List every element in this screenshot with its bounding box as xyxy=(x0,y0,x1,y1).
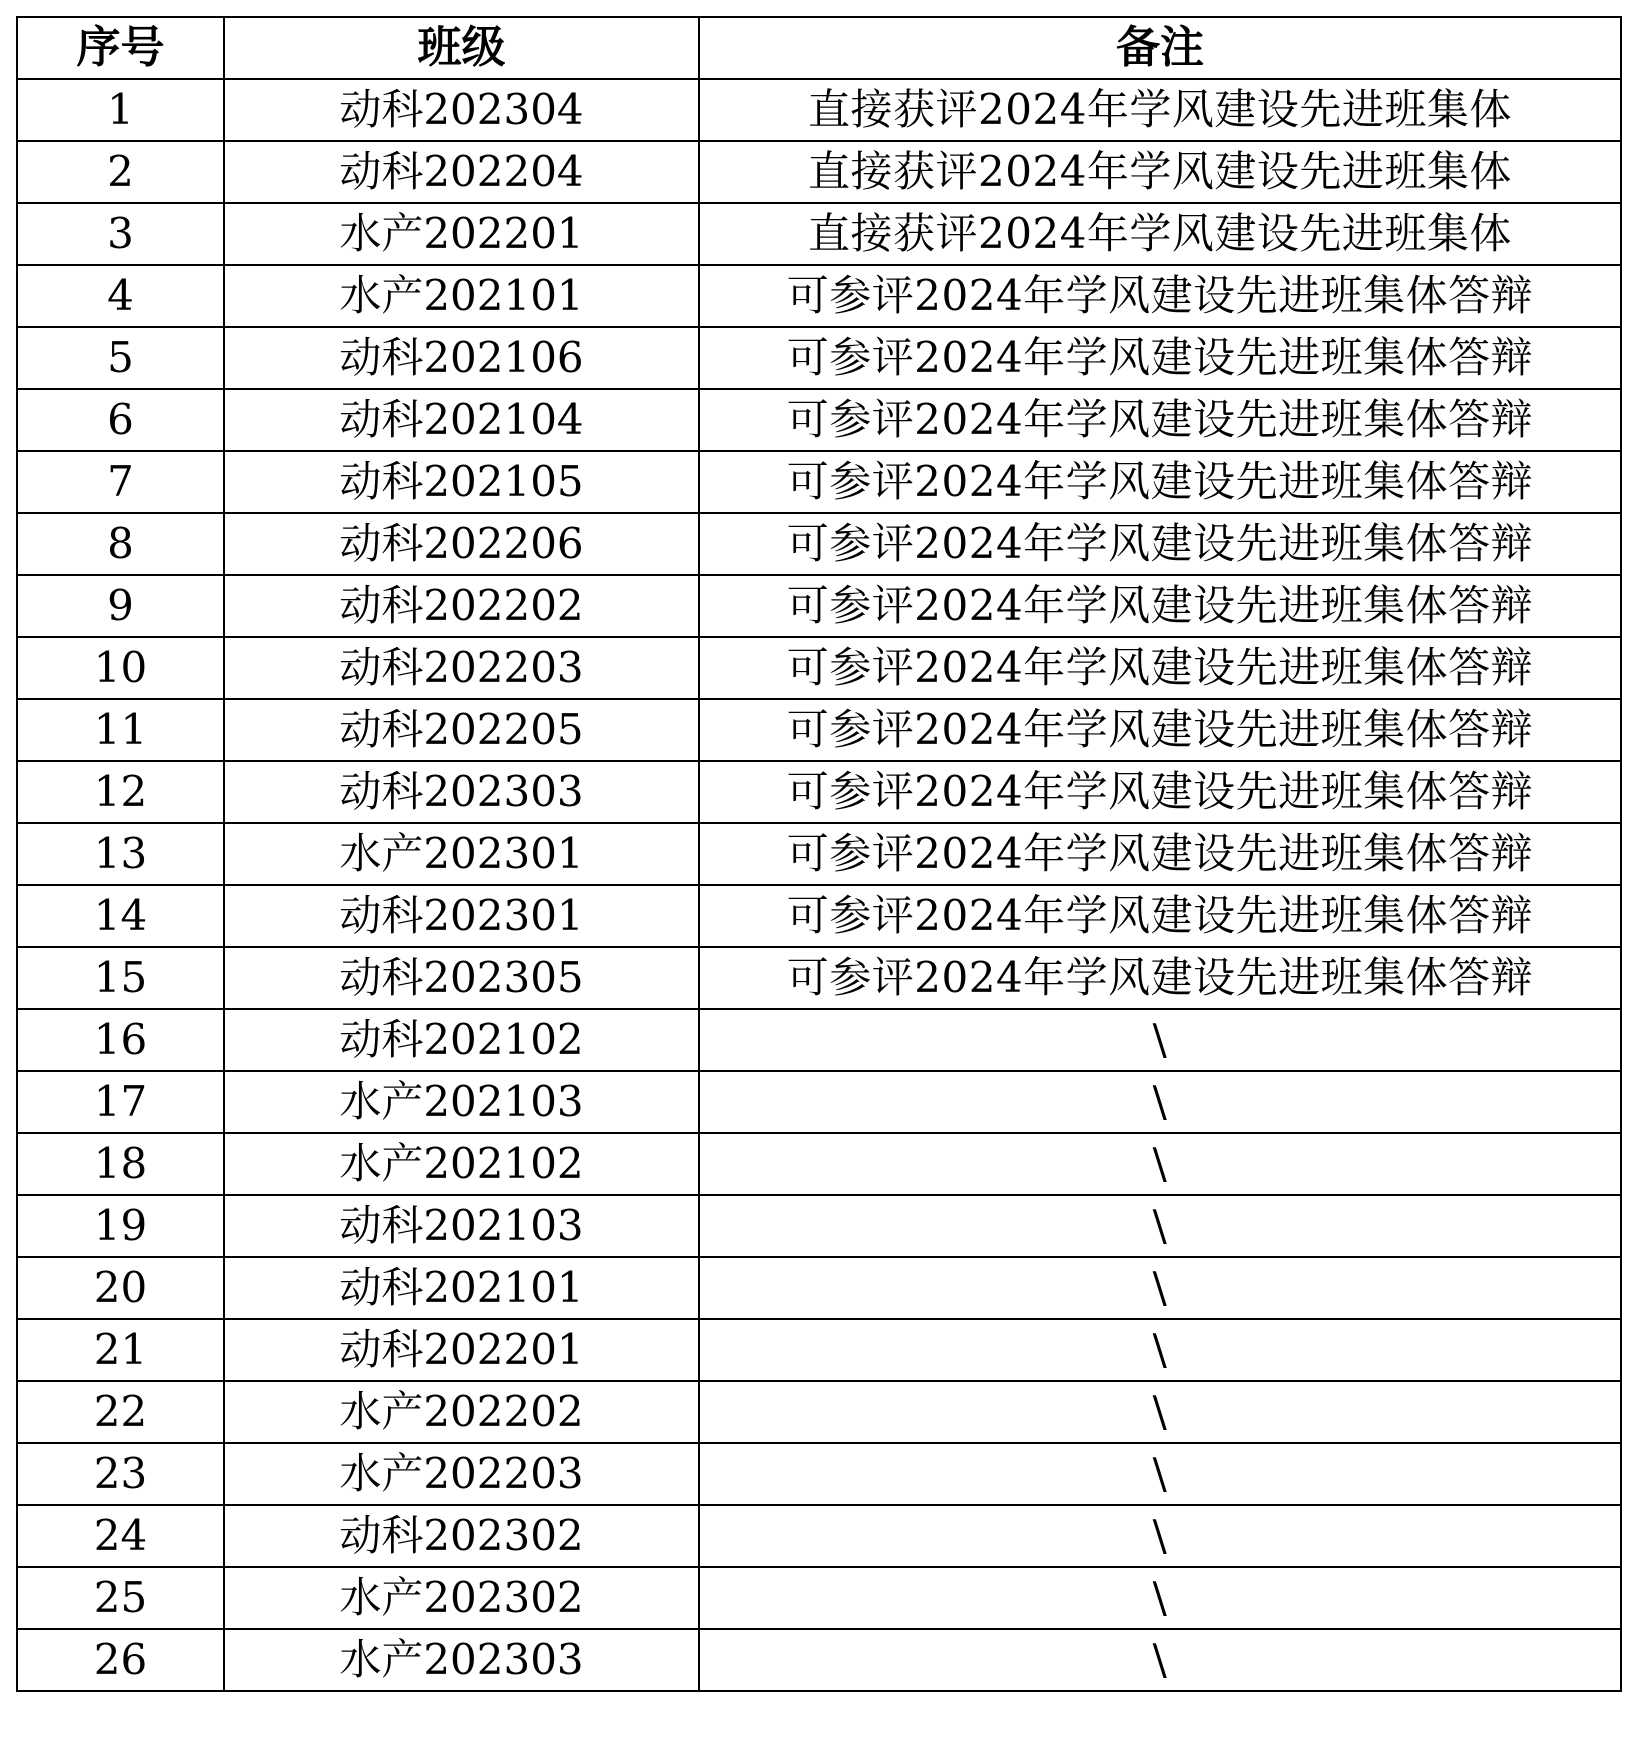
cell-class: 水产202301 xyxy=(224,823,699,885)
table-row xyxy=(17,141,1621,203)
cell-note: \ xyxy=(699,1443,1621,1505)
table-row xyxy=(17,885,1621,947)
cell-note: 可参评2024年学风建设先进班集体答辩 xyxy=(699,265,1621,327)
table-row xyxy=(17,79,1621,141)
cell-class: 水产202302 xyxy=(224,1567,699,1629)
cell-note: 可参评2024年学风建设先进班集体答辩 xyxy=(699,885,1621,947)
cell-no: 8 xyxy=(17,513,224,575)
table-row xyxy=(17,1009,1621,1071)
header-no: 序号 xyxy=(17,17,224,79)
cell-class: 水产202203 xyxy=(224,1443,699,1505)
table-row xyxy=(17,265,1621,327)
cell-no: 7 xyxy=(17,451,224,513)
table-row xyxy=(17,1443,1621,1505)
cell-class: 动科202304 xyxy=(224,79,699,141)
table-row xyxy=(17,327,1621,389)
table-row xyxy=(17,699,1621,761)
cell-note: \ xyxy=(699,1629,1621,1691)
table-row xyxy=(17,1629,1621,1691)
cell-no: 6 xyxy=(17,389,224,451)
cell-no: 14 xyxy=(17,885,224,947)
cell-class: 动科202205 xyxy=(224,699,699,761)
cell-no: 17 xyxy=(17,1071,224,1133)
cell-note: 可参评2024年学风建设先进班集体答辩 xyxy=(699,451,1621,513)
cell-class: 动科202301 xyxy=(224,885,699,947)
table-row xyxy=(17,761,1621,823)
cell-note: \ xyxy=(699,1505,1621,1567)
cell-no: 19 xyxy=(17,1195,224,1257)
table-row xyxy=(17,1381,1621,1443)
table-row xyxy=(17,1257,1621,1319)
cell-note: \ xyxy=(699,1257,1621,1319)
table-row xyxy=(17,823,1621,885)
table-row xyxy=(17,513,1621,575)
cell-class: 动科202302 xyxy=(224,1505,699,1567)
table-row xyxy=(17,203,1621,265)
table-row xyxy=(17,1133,1621,1195)
cell-no: 10 xyxy=(17,637,224,699)
cell-no: 21 xyxy=(17,1319,224,1381)
cell-class: 水产202303 xyxy=(224,1629,699,1691)
cell-class: 动科202103 xyxy=(224,1195,699,1257)
cell-note: \ xyxy=(699,1567,1621,1629)
cell-no: 15 xyxy=(17,947,224,1009)
cell-class: 动科202101 xyxy=(224,1257,699,1319)
class-list-table xyxy=(16,16,1622,1692)
cell-no: 13 xyxy=(17,823,224,885)
cell-class: 动科202305 xyxy=(224,947,699,1009)
cell-note: 可参评2024年学风建设先进班集体答辩 xyxy=(699,327,1621,389)
table-row xyxy=(17,451,1621,513)
cell-note: 可参评2024年学风建设先进班集体答辩 xyxy=(699,389,1621,451)
cell-no: 25 xyxy=(17,1567,224,1629)
cell-note: 可参评2024年学风建设先进班集体答辩 xyxy=(699,761,1621,823)
table-row xyxy=(17,637,1621,699)
table-row xyxy=(17,1319,1621,1381)
cell-note: 可参评2024年学风建设先进班集体答辩 xyxy=(699,947,1621,1009)
cell-no: 9 xyxy=(17,575,224,637)
cell-note: \ xyxy=(699,1319,1621,1381)
cell-note: 可参评2024年学风建设先进班集体答辩 xyxy=(699,699,1621,761)
cell-note: 直接获评2024年学风建设先进班集体 xyxy=(699,141,1621,203)
cell-class: 动科202105 xyxy=(224,451,699,513)
cell-class: 动科202201 xyxy=(224,1319,699,1381)
cell-class: 水产202103 xyxy=(224,1071,699,1133)
cell-note: \ xyxy=(699,1071,1621,1133)
header-row xyxy=(17,17,1621,79)
cell-note: 可参评2024年学风建设先进班集体答辩 xyxy=(699,575,1621,637)
cell-no: 12 xyxy=(17,761,224,823)
cell-no: 20 xyxy=(17,1257,224,1319)
cell-no: 1 xyxy=(17,79,224,141)
cell-no: 3 xyxy=(17,203,224,265)
cell-note: \ xyxy=(699,1133,1621,1195)
cell-class: 动科202104 xyxy=(224,389,699,451)
cell-note: 可参评2024年学风建设先进班集体答辩 xyxy=(699,823,1621,885)
cell-no: 18 xyxy=(17,1133,224,1195)
cell-no: 4 xyxy=(17,265,224,327)
cell-note: 直接获评2024年学风建设先进班集体 xyxy=(699,203,1621,265)
table-row xyxy=(17,1567,1621,1629)
cell-note: \ xyxy=(699,1381,1621,1443)
table-row xyxy=(17,389,1621,451)
cell-class: 动科202106 xyxy=(224,327,699,389)
cell-no: 24 xyxy=(17,1505,224,1567)
table-row xyxy=(17,947,1621,1009)
header-class: 班级 xyxy=(224,17,699,79)
cell-no: 16 xyxy=(17,1009,224,1071)
cell-class: 动科202102 xyxy=(224,1009,699,1071)
table-header xyxy=(17,17,1621,79)
cell-class: 动科202203 xyxy=(224,637,699,699)
cell-class: 水产202202 xyxy=(224,1381,699,1443)
table-body xyxy=(17,79,1621,1691)
cell-no: 26 xyxy=(17,1629,224,1691)
cell-class: 水产202201 xyxy=(224,203,699,265)
cell-class: 动科202206 xyxy=(224,513,699,575)
cell-no: 2 xyxy=(17,141,224,203)
cell-no: 22 xyxy=(17,1381,224,1443)
cell-no: 5 xyxy=(17,327,224,389)
header-note: 备注 xyxy=(699,17,1621,79)
cell-class: 动科202204 xyxy=(224,141,699,203)
table-row xyxy=(17,1071,1621,1133)
table-row xyxy=(17,1505,1621,1567)
cell-class: 动科202303 xyxy=(224,761,699,823)
cell-class: 水产202101 xyxy=(224,265,699,327)
cell-class: 水产202102 xyxy=(224,1133,699,1195)
cell-note: \ xyxy=(699,1009,1621,1071)
cell-note: 可参评2024年学风建设先进班集体答辩 xyxy=(699,637,1621,699)
cell-no: 11 xyxy=(17,699,224,761)
cell-note: 可参评2024年学风建设先进班集体答辩 xyxy=(699,513,1621,575)
table-row xyxy=(17,1195,1621,1257)
table-row xyxy=(17,575,1621,637)
cell-note: 直接获评2024年学风建设先进班集体 xyxy=(699,79,1621,141)
cell-no: 23 xyxy=(17,1443,224,1505)
cell-class: 动科202202 xyxy=(224,575,699,637)
cell-note: \ xyxy=(699,1195,1621,1257)
